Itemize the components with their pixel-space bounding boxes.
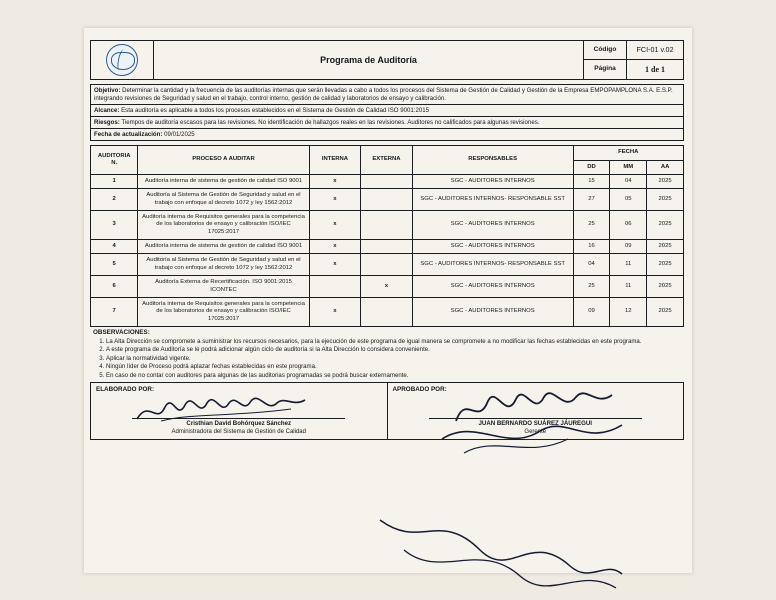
aprobado-por-label: APROBADO POR: xyxy=(392,385,447,393)
cell-externa xyxy=(361,210,413,239)
company-logo-cell xyxy=(91,41,154,80)
cell-responsables: SGC - AUDITORES INTERNOS xyxy=(412,174,573,188)
code-label: Código xyxy=(584,41,627,60)
cell-mm: 09 xyxy=(610,240,647,254)
signature-block xyxy=(90,382,684,440)
cell-mm: 11 xyxy=(610,254,647,276)
aprobado-por-cell xyxy=(387,382,684,439)
alcance-row xyxy=(91,105,684,117)
table-row xyxy=(91,174,684,188)
cell-n: 5 xyxy=(91,254,138,276)
aprobado-signature-line xyxy=(429,418,642,419)
list-item: 4. Ningún líder de Proceso podrá aplazar fechas establecidas en este programa. xyxy=(106,363,684,371)
alcance-text: Esta auditoría es aplicable a todos los procesos establecidos en el Sistema de Gestión de Calidad ISO 9001:2015 xyxy=(121,106,430,114)
cell-interna: x xyxy=(309,254,361,276)
table-row xyxy=(91,210,684,239)
th-aa: AA xyxy=(647,160,684,174)
aprobado-por-name: JUAN BERNARDO SUÁREZ JÁUREGUI xyxy=(478,420,592,428)
elaborado-por-cell xyxy=(91,382,388,439)
riesgos-row xyxy=(91,117,684,129)
empopamplona-logo-icon xyxy=(106,44,138,76)
th-mm: MM xyxy=(610,160,647,174)
th-dd: DD xyxy=(573,160,610,174)
table-row xyxy=(91,240,684,254)
cell-interna: x xyxy=(309,297,361,326)
th-auditoria-line1: AUDITORIA xyxy=(97,152,131,159)
audit-table-body xyxy=(91,174,684,326)
observaciones-title: OBSERVACIONES: xyxy=(93,329,150,337)
objetivo-text: Determinar la cantidad y la frecuencia de las auditorías internas que serán llevadas a cabo a todos los procesos del Sistema de Gestión de Calidad y Gestión de la Empresa EMPOPAMPLONA S.A. E.S.P. integrando revisiones de Seguridad y salud en el trabajo, control interno, gestión de calidad y laboratorios de ensayo y calibración. xyxy=(94,86,673,102)
cell-mm: 06 xyxy=(610,210,647,239)
observaciones-section xyxy=(90,327,684,380)
cell-dd: 16 xyxy=(573,240,610,254)
th-fecha: FECHA xyxy=(573,146,683,160)
cell-interna: x xyxy=(309,210,361,239)
cell-aa: 2025 xyxy=(647,174,684,188)
cell-interna: x xyxy=(309,240,361,254)
fecha-actualizacion-value: 09/01/2025 xyxy=(164,130,195,138)
th-auditoria xyxy=(91,146,138,174)
document-body xyxy=(90,40,684,440)
cell-aa: 2025 xyxy=(647,276,684,298)
cell-dd: 15 xyxy=(573,174,610,188)
cell-proceso: Auditoría interna de Requisitos generales para la competencia de los laboratorios de ensayo y calibración ISO/IEC 17025:2017 xyxy=(138,297,309,326)
cell-interna: x xyxy=(309,189,361,211)
th-externa: EXTERNA xyxy=(361,146,413,174)
cell-externa xyxy=(361,297,413,326)
cell-n: 3 xyxy=(91,210,138,239)
cell-responsables: SGC - AUDITORES INTERNOS- RESPONSABLE SST xyxy=(412,189,573,211)
audit-table-head xyxy=(91,146,684,174)
scanned-document-page xyxy=(84,28,692,573)
cell-mm: 12 xyxy=(610,297,647,326)
cell-n: 6 xyxy=(91,276,138,298)
cell-externa xyxy=(361,240,413,254)
page-value: 1 de 1 xyxy=(627,59,684,79)
cell-dd: 25 xyxy=(573,276,610,298)
document-header xyxy=(90,40,684,80)
cell-externa xyxy=(361,174,413,188)
cell-externa xyxy=(361,254,413,276)
cell-n: 7 xyxy=(91,297,138,326)
table-row xyxy=(91,189,684,211)
cell-responsables: SGC - AUDITORES INTERNOS xyxy=(412,210,573,239)
riesgos-text: Tiempos de auditoría escasos para las revisiones. No identificación de hallazgos reales en las revisiones. Auditores no calificados para algunas revisiones. xyxy=(121,118,540,126)
signature-overflow-stroke xyxy=(370,510,630,600)
list-item: 1. La Alta Dirección se compromete a suministrar los recursos necesarios, para la ejecución de este programa de igual manera se compromete a no modificar las fechas establecidas en este programa. xyxy=(106,338,684,346)
elaborado-por-name: Cristhian David Bohórquez Sánchez xyxy=(186,420,292,428)
fecha-actualizacion-row xyxy=(91,129,684,141)
cell-dd: 04 xyxy=(573,254,610,276)
page-label: Página xyxy=(584,59,627,79)
document-title: Programa de Auditoría xyxy=(154,41,584,80)
objetivo-row xyxy=(91,85,684,105)
cell-interna: x xyxy=(309,174,361,188)
code-value: FCI-01 v.02 xyxy=(627,41,684,60)
list-item: 3. Aplicar la normatividad vigente. xyxy=(106,355,684,363)
elaborado-signature-line xyxy=(132,418,345,419)
cell-mm: 11 xyxy=(610,276,647,298)
list-item: 5. En caso de no contar con auditores para algunas de las auditorias programadas se podrá buscar externamente. xyxy=(106,372,684,380)
cell-proceso: Auditoría interna de sistema de gestión de calidad ISO 9001 xyxy=(138,174,309,188)
cell-responsables: SGC - AUDITORES INTERNOS xyxy=(412,297,573,326)
cell-responsables: SGC - AUDITORES INTERNOS- RESPONSABLE SST xyxy=(412,254,573,276)
cell-mm: 04 xyxy=(610,174,647,188)
alcance-label: Alcance: xyxy=(94,106,120,114)
th-interna: INTERNA xyxy=(309,146,361,174)
cell-interna xyxy=(309,276,361,298)
cell-dd: 09 xyxy=(573,297,610,326)
fecha-actualizacion-label: Fecha de actualización: xyxy=(94,130,163,138)
cell-proceso: Auditoría al Sistema de Gestión de Seguridad y salud en el trabajo con enfoque al decreto 1072 y ley 1562:2012 xyxy=(138,254,309,276)
cell-n: 2 xyxy=(91,189,138,211)
table-row xyxy=(91,276,684,298)
aprobado-por-role: Gerente xyxy=(524,428,547,435)
cell-n: 4 xyxy=(91,240,138,254)
objetivo-label: Objetivo: xyxy=(94,86,121,94)
cell-aa: 2025 xyxy=(647,297,684,326)
elaborado-por-role: Administradora del Sistema de Gestión de Calidad xyxy=(171,428,306,435)
riesgos-label: Riesgos: xyxy=(94,118,120,126)
table-row xyxy=(91,254,684,276)
cell-externa xyxy=(361,189,413,211)
cell-aa: 2025 xyxy=(647,254,684,276)
cell-externa: x xyxy=(361,276,413,298)
cell-aa: 2025 xyxy=(647,210,684,239)
th-responsables: RESPONSABLES xyxy=(412,146,573,174)
audit-program-table xyxy=(90,145,684,327)
cell-proceso: Auditoría interna de sistema de gestión de calidad ISO 9001 xyxy=(138,240,309,254)
th-auditoria-line2: N. xyxy=(111,160,118,167)
cell-dd: 25 xyxy=(573,210,610,239)
observaciones-list xyxy=(90,338,684,380)
th-proceso: PROCESO A AUDITAR xyxy=(138,146,309,174)
cell-mm: 05 xyxy=(610,189,647,211)
cell-proceso: Auditoría interna de Requisitos generales para la competencia de los laboratorios de ensayo y calibración ISO/IEC 17025:2017 xyxy=(138,210,309,239)
cell-responsables: SGC - AUDITORES INTERNOS xyxy=(412,240,573,254)
cell-aa: 2025 xyxy=(647,189,684,211)
cell-aa: 2025 xyxy=(647,240,684,254)
elaborado-por-label: ELABORADO POR: xyxy=(96,385,155,393)
list-item: 2. A este programa de Auditoría se le podrá adicionar algún ciclo de auditoría si la Alta Dirección lo considera conveniente. xyxy=(106,346,684,354)
cell-n: 1 xyxy=(91,174,138,188)
table-row xyxy=(91,297,684,326)
cell-proceso: Auditoría al Sistema de Gestión de Seguridad y salud en el trabajo con enfoque al decreto 1072 y ley 1562:2012 xyxy=(138,189,309,211)
cell-proceso: Auditoría Externa de Recertificación. ISO 9001:2015 ICONTEC xyxy=(138,276,309,298)
cell-dd: 27 xyxy=(573,189,610,211)
document-info-block xyxy=(90,84,684,141)
cell-responsables: SGC - AUDITORES INTERNOS xyxy=(412,276,573,298)
